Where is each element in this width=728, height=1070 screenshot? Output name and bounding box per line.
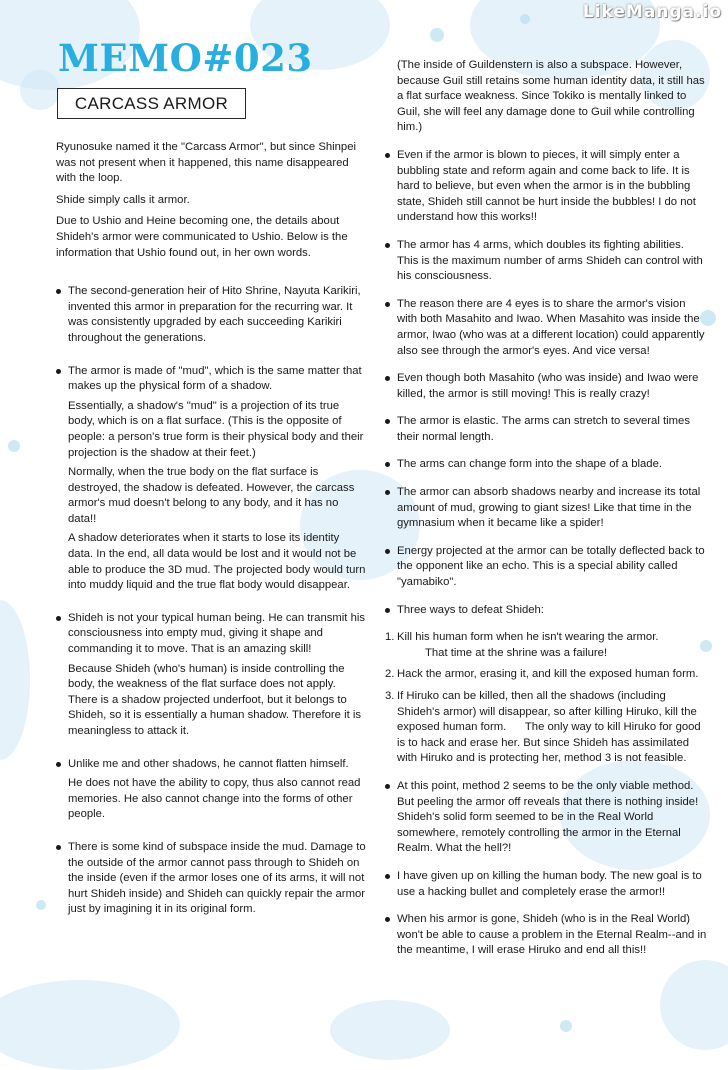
- list-item: [385, 297, 707, 359]
- intro-paragraph: Ryunosuke named it the "Carcass Armor", but since Shinpei was not present when it happened, this name disappeared with the loop.: [56, 141, 357, 185]
- list-item: [56, 757, 366, 823]
- bullet-icon: [385, 608, 390, 613]
- list-item: [385, 869, 707, 900]
- item-number: 1.: [385, 631, 395, 644]
- list-item: [385, 238, 707, 285]
- numbered-item: [385, 630, 707, 661]
- bullet-text: Even if the armor is blown to pieces, it will simply enter a bubbling state and reform again and come back to life. It is hard to believe, but even when the armor is in the bubbling state, Shideh still cannot be hurt inside the bubbles! I do not understand how this works!!: [397, 148, 696, 224]
- item-number: 3.: [385, 690, 395, 702]
- continued-paragraph: [385, 58, 707, 136]
- left-column: [56, 140, 366, 918]
- bullet-text: The second-generation heir of Hito Shrine, Nayuta Karikiri, invented this armor in preparation for the recurring war. It was consistently upgraded by each succeeding Karikiri throughout the generations.: [68, 285, 361, 344]
- bullet-text: Normally, when the true body on the flat surface is destroyed, the shadow is defeated. However, the carcass armor's mud doesn't belong to any body, and it has no data!!: [68, 466, 355, 525]
- bullet-text: Energy projected at the armor can be totally deflected back to the opponent like an echo. This is a special ability called "yamabiko".: [397, 544, 705, 589]
- bullet-icon: [385, 376, 390, 381]
- right-column: [385, 58, 707, 959]
- list-item: [385, 457, 707, 473]
- list-item: [385, 485, 707, 532]
- numbered-item: [385, 667, 707, 683]
- bullet-text: The armor is made of "mud", which is the same matter that makes up the physical form of a shadow.: [68, 364, 362, 393]
- list-item: [385, 414, 707, 445]
- item-text: If Hiruko can be killed, then all the shadows (including Shideh's armor) will disappear, so after killing Hiruko, kill the exposed human form. The only way to kill Hiruko for good is to hack and erase her. But since Shideh has assimilated with Hiruko and is protecting her, method 3 is not feasible.: [397, 690, 704, 765]
- list-item: [385, 371, 707, 402]
- item-text: That time at the shrine was a failure!: [425, 646, 608, 659]
- bullet-icon: [385, 874, 390, 879]
- bullet-text: The armor can absorb shadows nearby and increase its total amount of mud, growing to giant sizes! Like that time in the gymnasium when it became like a spider!: [397, 486, 701, 530]
- bullet-icon: [385, 243, 390, 248]
- section-subtitle: [57, 88, 246, 119]
- list-item: [385, 912, 707, 959]
- item-text: Hack the armor, erasing it, and kill the exposed human form.: [397, 668, 699, 681]
- bullet-text: Unlike me and other shadows, he cannot flatten himself.: [68, 757, 349, 770]
- bullet-text: (The inside of Guildenstern is also a subspace. However, because Guil still retains some human identity data, it still has a flat surface weakness. Since Tokiko is mentally linked to Guil, she will feel any damage done to Guil while controlling him.): [397, 59, 705, 134]
- bullet-text: The armor has 4 arms, which doubles its fighting abilities. This is the maximum number of arms Shideh can control with his consciousness.: [397, 238, 703, 283]
- bullet-icon: [56, 289, 61, 294]
- subtitle-text: CARCASS ARMOR: [74, 93, 229, 113]
- bullet-icon: [385, 419, 390, 424]
- bullet-text: Even though both Masahito (who was inside) and Iwao were killed, the armor is still moving! This is really crazy!: [397, 372, 699, 400]
- bullet-text: The arms can change form into the shape of a blade.: [397, 458, 663, 471]
- bullet-text: The reason there are 4 eyes is to share the armor's vision with both Masahito and Iwao. When Masahito was inside the armor, Iwao (who was at a different location) could apparently also see through the armor's eyes. And vice versa!: [397, 297, 705, 357]
- bullet-icon: [385, 917, 390, 922]
- watermark: LikeManga.io: [582, 2, 722, 22]
- bullet-icon: [385, 549, 390, 554]
- intro-paragraph: Shide simply calls it armor.: [56, 193, 190, 206]
- page-title: MEMO#023: [58, 36, 313, 80]
- bullet-text: The armor is elastic. The arms can stretch to several times their normal length.: [397, 415, 690, 443]
- bullet-icon: [56, 369, 61, 374]
- numbered-item: [385, 689, 707, 767]
- bullet-text: At this point, method 2 seems to be the only viable method. But peeling the armor off reveals that there is nothing inside! Shideh's solid form seemed to be in the Real World somewhere, remotely controlling the armor in the Eternal Realm. What the hell?!: [397, 779, 699, 855]
- list-item: [385, 148, 707, 226]
- bullet-icon: [56, 616, 61, 621]
- bullet-text: Because Shideh (who's human) is inside controlling the body, the weakness of the flat surface does not apply. There is a shadow projected underfoot, but it belongs to Shideh, so it is essentially a human shadow. Therefore it is meaningless to attack it.: [68, 662, 362, 737]
- list-item: [385, 544, 707, 591]
- list-item: [56, 284, 366, 346]
- item-text: Kill his human form when he isn't wearing the armor.: [397, 631, 659, 644]
- list-item: [56, 840, 366, 918]
- bullet-text: Three ways to defeat Shideh:: [397, 603, 544, 616]
- bullet-icon: [385, 784, 390, 789]
- bullet-text: I have given up on killing the human body. The new goal is to use a hacking bullet and completely erase the armor!!: [397, 869, 702, 898]
- list-item: [56, 364, 366, 594]
- bullet-icon: [385, 490, 390, 495]
- bullet-text: Essentially, a shadow's "mud" is a projection of its true body, which is on a flat surface. (This is the opposite of people: a person's true form is their physical body and their projection is the shadow at their feet.): [68, 399, 364, 459]
- list-item: [56, 611, 366, 740]
- bullet-text: Shideh is not your typical human being. He can transmit his consciousness into empty mud, giving it shape and commanding it to move. That is an amazing skill!: [68, 611, 366, 656]
- bullet-icon: [56, 845, 61, 850]
- bullet-icon: [385, 462, 390, 467]
- bullet-text: A shadow deteriorates when it starts to lose its identity data. In the end, all data would be lost and it would not be able to produce the 3D mud. The projected body would turn into muddy liquid and the true flat body would disappear.: [68, 532, 366, 592]
- intro-paragraph: Due to Ushio and Heine becoming one, the details about Shideh's armor were communicated to Ushio. Below is the information that Ushio found out, in her own words.: [56, 215, 348, 259]
- bullet-text: There is some kind of subspace inside the mud. Damage to the outside of the armor cannot pass through to Shideh on the inside (even if the armor loses one of its arms, it will not hurt Shideh inside) and Shideh can quickly repair the armor just by imagining it in its original form.: [68, 840, 366, 916]
- bullet-text: When his armor is gone, Shideh (who is in the Real World) won't be able to cause a problem in the Eternal Realm--and in the meantime, I will erase Hiruko and end all this!!: [397, 913, 707, 957]
- bullet-text: He does not have the ability to copy, thus also cannot read memories. He also cannot change into the forms of other people.: [68, 777, 361, 821]
- item-number: 2.: [385, 668, 395, 681]
- bullet-icon: [385, 302, 390, 307]
- bullet-icon: [56, 762, 61, 767]
- bullet-icon: [385, 153, 390, 158]
- list-item: [385, 779, 707, 857]
- list-item: [385, 603, 707, 619]
